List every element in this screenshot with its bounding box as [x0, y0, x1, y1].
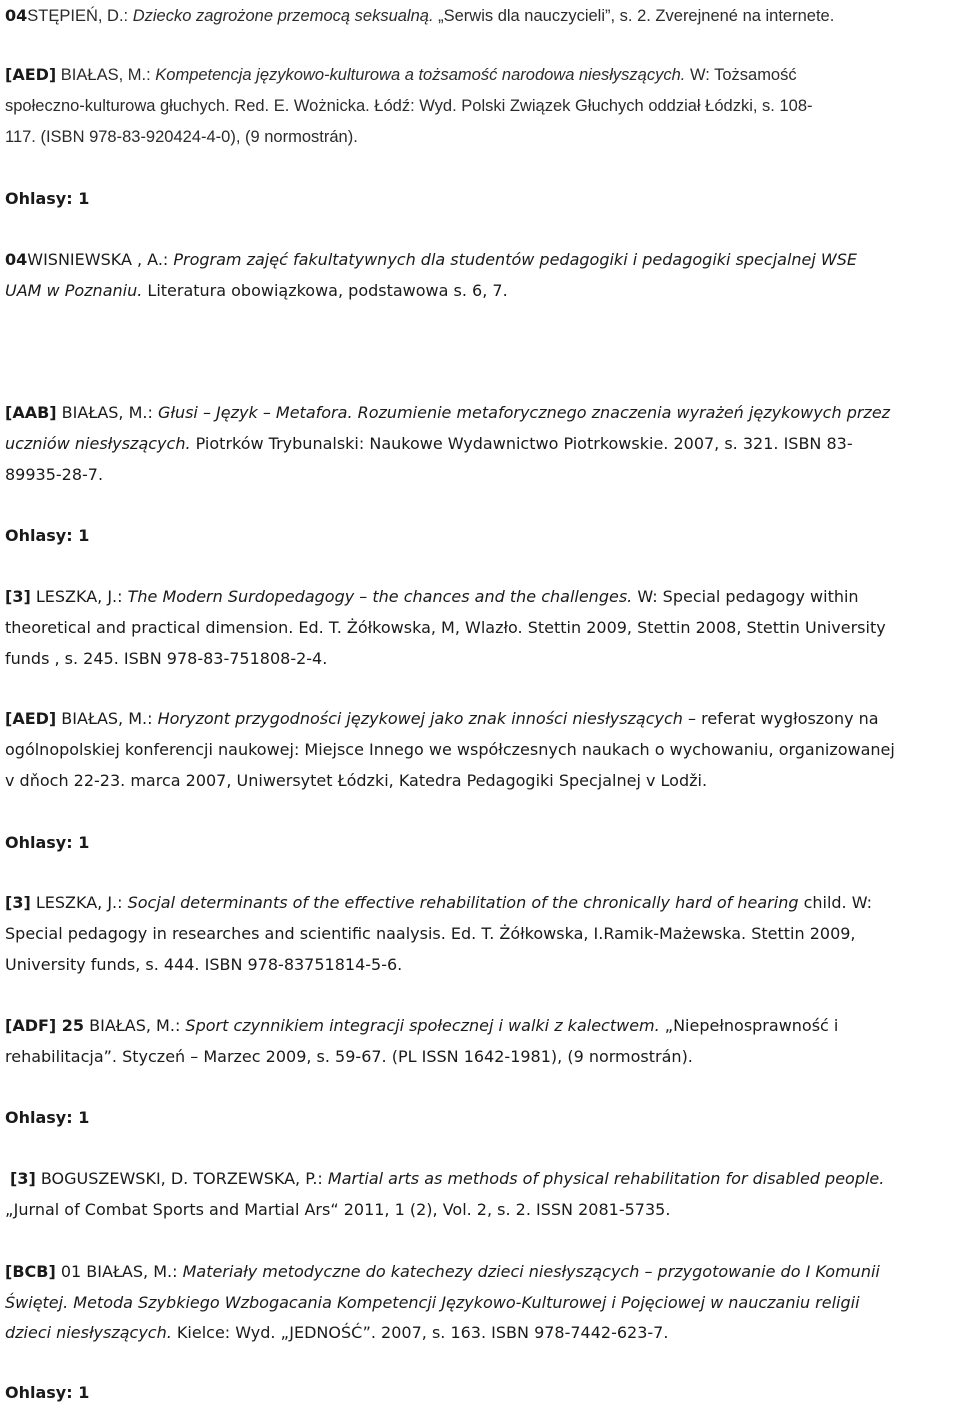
entry-9-line-2: „Jurnal of Combat Sports and Martial Ars“ 2011, 1 (2), Vol. 2, s. 2. ISSN 2081-5735. — [5, 1200, 671, 1219]
entry-code: [3] — [10, 1169, 36, 1188]
entry-5-line-1 — [5, 586, 859, 608]
entry-source: W: Special pedagogy within — [632, 587, 859, 606]
entry-code: [AED] — [5, 709, 57, 728]
entry-title: Socjal determinants of the effective rehabilitation of the chronically hard of hearing — [127, 893, 799, 912]
entry-author: LESZKA, J.: — [30, 587, 128, 606]
entry-4-line-3: 89935-28-7. — [5, 465, 104, 484]
entry-source: Literatura obowiązkowa, podstawowa s. 6, 7. — [142, 281, 508, 300]
entry-code: [BCB] — [5, 1262, 56, 1281]
entry-code: [AAB] — [5, 403, 57, 422]
entry-source: – referat wygłoszony na — [682, 709, 879, 728]
entry-3-line-1 — [5, 249, 857, 271]
entry-code: 04 — [5, 6, 28, 25]
entry-title: uczniów niesłyszących. — [5, 434, 191, 453]
entry-title: UAM w Poznaniu. — [5, 281, 143, 300]
entry-6-line-1 — [5, 708, 879, 730]
entry-10-line-2: Świętej. Metoda Szybkiego Wzbogacania Kompetencji Językowo-Kulturowej i Pojęciowej w nauczaniu religii — [5, 1293, 860, 1312]
entry-10-line-1 — [5, 1261, 880, 1283]
entry-author: 01 BIAŁAS, M.: — [55, 1262, 183, 1281]
entry-author: BIAŁAS, M.: — [56, 66, 156, 84]
entry-title: Program zajęć fakultatywnych dla studentów pedagogiki i pedagogiki specjalnej WSE — [173, 250, 857, 269]
entry-6-line-2: ogólnopolskiej konferencji naukowej: Miejsce Innego we współczesnych naukach o wychowaniu, organizowanej — [5, 740, 895, 759]
entry-author: LESZKA, J.: — [30, 893, 128, 912]
citations-count: Ohlasy: 1 — [5, 189, 90, 208]
entry-7-line-1 — [5, 892, 872, 914]
entry-title: Kompetencja językowo-kulturowa a tożsamość narodowa niesłyszących. — [155, 66, 686, 84]
entry-2-line-3: 117. (ISBN 978-83-920424-4-0), (9 normostrán). — [5, 128, 358, 146]
entry-code: [3] — [5, 587, 31, 606]
entry-title: The Modern Surdopedagogy – the chances and the challenges. — [127, 587, 633, 606]
entry-author: BIAŁAS, M.: — [84, 1016, 186, 1035]
entry-source: child. W: — [798, 893, 872, 912]
entry-6-line-3: v dňoch 22-23. marca 2007, Uniwersytet Łódzki, Katedra Pedagogiki Specjalnej v Lodži. — [5, 771, 708, 790]
entry-2-line-2: społeczno-kulturowa głuchych. Red. E. Wożnicka. Łódź: Wyd. Polski Związek Głuchych oddział Łódzki, s. 108- — [5, 97, 813, 115]
entry-title: Horyzont przygodności językowej jako znak inności niesłyszących — [157, 709, 683, 728]
entry-title: Głusi – Język – Metafora. — [157, 403, 353, 422]
citations-count: Ohlasy: 1 — [5, 1383, 90, 1402]
entry-9-line-1 — [10, 1168, 884, 1190]
entry-title-cont: Rozumienie metaforycznego znaczenia wyrażeń językowych przez — [352, 403, 891, 422]
entry-1-line-1 — [5, 5, 834, 27]
entry-7-line-3: University funds, s. 444. ISBN 978-83751814-5-6. — [5, 955, 403, 974]
citations-count: Ohlasy: 1 — [5, 1108, 90, 1127]
entry-author: BOGUSZEWSKI, D. TORZEWSKA, P.: — [35, 1169, 328, 1188]
entry-10-line-3 — [5, 1322, 668, 1344]
entry-code: 04 — [5, 250, 28, 269]
entry-title: dzieci niesłyszących. — [5, 1323, 172, 1342]
entry-code: [AED] — [5, 65, 57, 84]
entry-author: BIAŁAS, M.: — [56, 709, 158, 728]
entry-title: Martial arts as methods of physical rehabilitation for disabled people. — [327, 1169, 885, 1188]
citations-count: Ohlasy: 1 — [5, 833, 90, 852]
entry-8-line-2: rehabilitacja”. Styczeń – Marzec 2009, s. 59-67. (PL ISSN 1642-1981), (9 normostrán). — [5, 1047, 693, 1066]
entry-author: STĘPIEŃ, D.: — [27, 7, 133, 25]
entry-title: Materiały metodyczne do katechezy dzieci niesłyszących – przygotowanie do I Komunii — [182, 1262, 880, 1281]
entry-code: [ADF] 25 — [5, 1016, 85, 1035]
entry-2-line-1 — [5, 64, 797, 86]
entry-7-line-2: Special pedagogy in researches and scientific naalysis. Ed. T. Żółkowska, I.Ramik-Mażewska. Stettin 2009, — [5, 924, 856, 943]
entry-8-line-1 — [5, 1015, 838, 1037]
entry-author: BIAŁAS, M.: — [56, 403, 158, 422]
entry-5-line-3: funds , s. 245. ISBN 978-83-751808-2-4. — [5, 649, 328, 668]
entry-4-line-1 — [5, 402, 890, 424]
citations-count: Ohlasy: 1 — [5, 526, 90, 545]
entry-source: W: Tożsamość — [685, 66, 797, 84]
entry-title: Sport czynnikiem integracji społecznej i walki z kalectwem. — [185, 1016, 660, 1035]
entry-source: „Serwis dla nauczycieli”, s. 2. Zverejnené na internete. — [433, 7, 835, 25]
entry-author: WISNIEWSKA , A.: — [27, 250, 174, 269]
entry-5-line-2: theoretical and practical dimension. Ed. T. Żółkowska, M, Wlazło. Stettin 2009, Stettin 2008, Stettin University — [5, 618, 886, 637]
entry-source: Kielce: Wyd. „JEDNOŚĆ”. 2007, s. 163. ISBN 978-7442-623-7. — [171, 1323, 669, 1342]
entry-source: Piotrków Trybunalski: Naukowe Wydawnictwo Piotrkowskie. 2007, s. 321. ISBN 83- — [190, 434, 853, 453]
entry-code: [3] — [5, 893, 31, 912]
entry-title: Dziecko zagrożone przemocą seksualną. — [132, 7, 434, 25]
entry-4-line-2 — [5, 433, 853, 455]
entry-source: „Niepełnosprawność i — [659, 1016, 839, 1035]
entry-3-line-2 — [5, 280, 508, 302]
